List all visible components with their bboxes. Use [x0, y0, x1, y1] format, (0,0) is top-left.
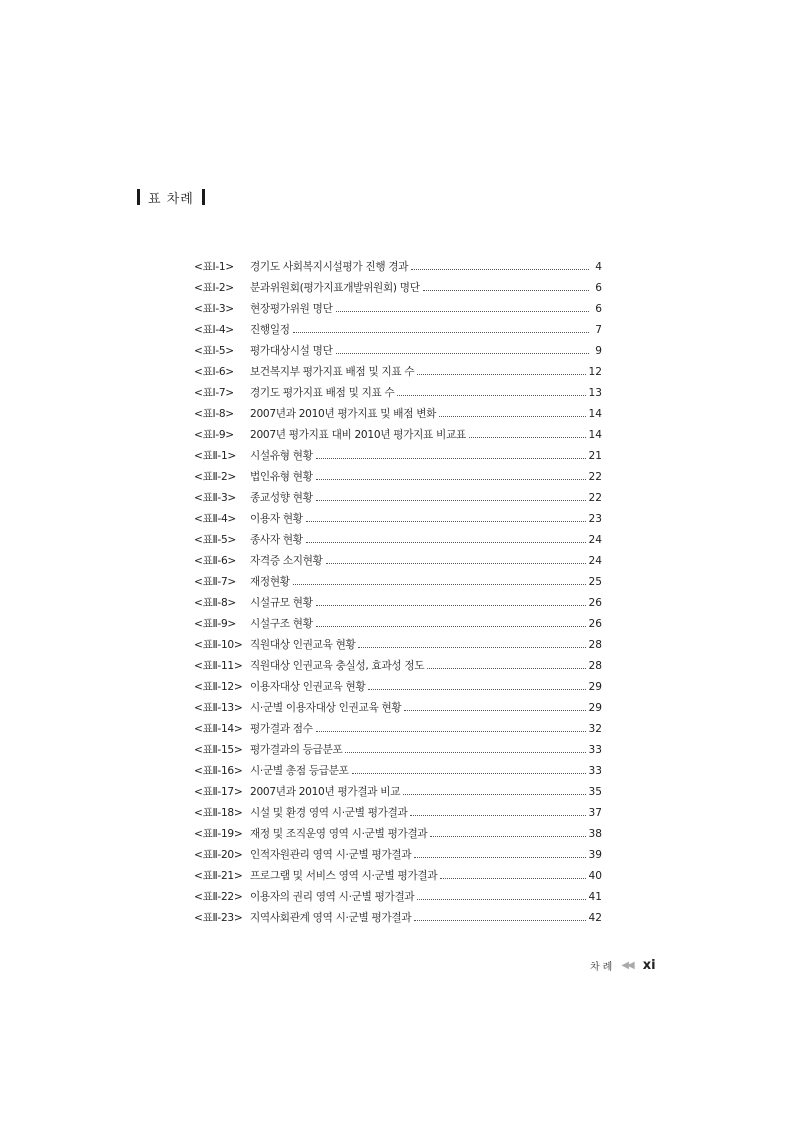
toc-entry-page: 28	[588, 660, 602, 672]
toc-entry-number: <표Ⅱ-20>	[194, 849, 243, 861]
toc-entry-page: 22	[588, 471, 602, 483]
toc-entry-title: 경기도 평가지표 배점 및 지표 수	[250, 387, 395, 399]
toc-entry[interactable]	[194, 761, 602, 782]
toc-entry-page: 39	[588, 849, 602, 861]
toc-entry-number: <표Ⅱ-5>	[194, 534, 236, 546]
toc-entry-number: <표Ⅱ-17>	[194, 786, 243, 798]
toc-entry[interactable]	[194, 383, 602, 404]
toc-entry-number: <표Ⅱ-10>	[194, 639, 243, 651]
dot-leader	[316, 605, 586, 606]
dot-leader	[306, 542, 586, 543]
toc-entry-number: <표Ⅱ-19>	[194, 828, 243, 840]
toc-entry[interactable]	[194, 446, 602, 467]
dot-leader	[411, 269, 589, 270]
toc-entry-page: 26	[588, 597, 602, 609]
toc-entry-title: 재정현황	[250, 576, 290, 588]
toc-entry-title: 진행일정	[250, 324, 290, 336]
toc-entry-title: 2007년과 2010년 평가지표 및 배점 변화	[250, 408, 437, 420]
toc-entry-title: 시설구조 현황	[250, 618, 313, 630]
toc-entry[interactable]	[194, 593, 602, 614]
toc-entry[interactable]	[194, 572, 602, 593]
dot-leader	[316, 458, 586, 459]
toc-entry-page: 24	[588, 555, 602, 567]
dot-leader	[368, 689, 585, 690]
dot-leader	[404, 710, 585, 711]
dot-leader	[417, 899, 585, 900]
toc-entry[interactable]	[194, 530, 602, 551]
toc-entry[interactable]	[194, 782, 602, 803]
section-heading	[137, 188, 205, 206]
toc-entry[interactable]	[194, 887, 602, 908]
heading-left-bar	[137, 189, 140, 205]
toc-entry[interactable]	[194, 551, 602, 572]
toc-entry-number: <표Ⅰ-9>	[194, 429, 234, 441]
toc-entry[interactable]	[194, 614, 602, 635]
heading-right-bar	[202, 189, 205, 205]
dot-leader	[306, 521, 586, 522]
toc-entry-title: 종사자 현황	[250, 534, 303, 546]
toc-entry-page: 22	[588, 492, 602, 504]
toc-entry[interactable]	[194, 866, 602, 887]
page-footer	[590, 956, 656, 974]
toc-entry-number: <표Ⅱ-11>	[194, 660, 243, 672]
toc-entry-page: 29	[588, 681, 602, 693]
toc-entry-title: 평가결과 점수	[250, 723, 313, 735]
toc-entry-title: 이용자대상 인권교육 현황	[250, 681, 366, 693]
toc-entry-number: <표Ⅱ-21>	[194, 870, 243, 882]
dot-leader	[423, 290, 589, 291]
toc-entry-title: 시설유형 현황	[250, 450, 313, 462]
toc-entry-title: 평가결과의 등급분포	[250, 744, 343, 756]
toc-entry-number: <표Ⅱ-13>	[194, 702, 243, 714]
toc-entry-title: 2007년과 2010년 평가결과 비교	[250, 786, 401, 798]
dot-leader	[316, 626, 586, 627]
toc-entry-number: <표Ⅰ-3>	[194, 303, 234, 315]
toc-entry-title: 인적자원관리 영역 시·군별 평가결과	[250, 849, 412, 861]
toc-entry-page: 40	[588, 870, 602, 882]
toc-entry-number: <표Ⅱ-6>	[194, 555, 236, 567]
toc-entry-page: 37	[588, 807, 602, 819]
toc-entry-title: 자격증 소지현황	[250, 555, 323, 567]
toc-entry-number: <표Ⅰ-5>	[194, 345, 234, 357]
dot-leader	[358, 647, 585, 648]
toc-entry-number: <표Ⅱ-15>	[194, 744, 243, 756]
toc-entry-page: 13	[588, 387, 602, 399]
dot-leader	[414, 857, 585, 858]
toc-entry-number: <표Ⅱ-8>	[194, 597, 236, 609]
toc-entry[interactable]	[194, 257, 602, 278]
toc-entry-number: <표Ⅱ-23>	[194, 912, 243, 924]
toc-entry-title: 시·군별 총점 등급분포	[250, 765, 349, 777]
toc-entry[interactable]	[194, 635, 602, 656]
dot-leader	[397, 395, 585, 396]
toc-entry[interactable]	[194, 719, 602, 740]
toc-entry-number: <표Ⅰ-1>	[194, 261, 234, 273]
dot-leader	[345, 752, 585, 753]
toc-entry[interactable]	[194, 425, 602, 446]
toc-entry[interactable]	[194, 467, 602, 488]
toc-entry-page: 41	[588, 891, 602, 903]
toc-entry-title: 2007년 평가지표 대비 2010년 평가지표 비교표	[250, 429, 466, 441]
toc-entry-title: 시설 및 환경 영역 시·군별 평가결과	[250, 807, 408, 819]
double-left-arrow-icon: ◀◀	[621, 959, 633, 971]
page-title: 표 차례	[148, 191, 194, 207]
toc-entry-number: <표Ⅱ-16>	[194, 765, 243, 777]
dot-leader	[414, 920, 585, 921]
toc-entry-number: <표Ⅰ-4>	[194, 324, 234, 336]
toc-entry[interactable]	[194, 656, 602, 677]
toc-entry[interactable]	[194, 803, 602, 824]
toc-entry-title: 평가대상시설 명단	[250, 345, 333, 357]
toc-entry[interactable]	[194, 908, 602, 929]
toc-entry-title: 보건복지부 평가지표 배점 및 지표 수	[250, 366, 415, 378]
toc-entry-page: 14	[588, 429, 602, 441]
toc-entry-number: <표Ⅰ-6>	[194, 366, 234, 378]
page-number: xi	[642, 957, 656, 973]
toc-entry[interactable]	[194, 278, 602, 299]
toc-entry[interactable]	[194, 341, 602, 362]
toc-entry-page: 9	[595, 345, 602, 357]
toc-entry-page: 6	[595, 282, 602, 294]
footer-label: 차례	[590, 961, 616, 973]
toc-entry-number: <표Ⅰ-2>	[194, 282, 234, 294]
dot-leader	[293, 332, 589, 333]
dot-leader	[316, 731, 586, 732]
table-of-contents	[194, 257, 602, 929]
toc-entry-number: <표Ⅱ-22>	[194, 891, 243, 903]
toc-entry[interactable]	[194, 488, 602, 509]
toc-entry-page: 7	[595, 324, 602, 336]
toc-entry-number: <표Ⅱ-12>	[194, 681, 243, 693]
toc-entry-number: <표Ⅱ-1>	[194, 450, 236, 462]
toc-entry-page: 29	[588, 702, 602, 714]
toc-entry-number: <표Ⅱ-3>	[194, 492, 236, 504]
toc-entry-number: <표Ⅰ-7>	[194, 387, 234, 399]
toc-entry-page: 32	[588, 723, 602, 735]
toc-entry-page: 38	[588, 828, 602, 840]
dot-leader	[336, 311, 589, 312]
toc-entry-page: 6	[595, 303, 602, 315]
dot-leader	[410, 815, 585, 816]
toc-entry-title: 이용자의 권리 영역 시·군별 평가결과	[250, 891, 415, 903]
toc-entry-page: 35	[588, 786, 602, 798]
toc-entry-title: 종교성향 현황	[250, 492, 313, 504]
toc-entry[interactable]	[194, 698, 602, 719]
dot-leader	[430, 836, 585, 837]
dot-leader	[427, 668, 585, 669]
toc-entry-page: 42	[588, 912, 602, 924]
toc-entry-title: 지역사회관계 영역 시·군별 평가결과	[250, 912, 412, 924]
toc-entry[interactable]	[194, 404, 602, 425]
toc-entry-title: 분과위원회(평가지표개발위원회) 명단	[250, 282, 420, 294]
dot-leader	[403, 794, 585, 795]
dot-leader	[316, 479, 586, 480]
toc-entry-page: 33	[588, 765, 602, 777]
toc-entry[interactable]	[194, 362, 602, 383]
toc-entry[interactable]	[194, 509, 602, 530]
toc-entry-page: 4	[595, 261, 602, 273]
toc-entry-number: <표Ⅱ-9>	[194, 618, 236, 630]
toc-entry-number: <표Ⅱ-4>	[194, 513, 236, 525]
toc-entry-title: 재정 및 조직운영 영역 시·군별 평가결과	[250, 828, 428, 840]
toc-entry-number: <표Ⅱ-18>	[194, 807, 243, 819]
toc-entry[interactable]	[194, 320, 602, 341]
toc-entry-page: 14	[588, 408, 602, 420]
toc-entry-page: 24	[588, 534, 602, 546]
toc-entry-page: 28	[588, 639, 602, 651]
toc-entry[interactable]	[194, 299, 602, 320]
dot-leader	[336, 353, 589, 354]
toc-entry-page: 23	[588, 513, 602, 525]
toc-entry-title: 시설규모 현황	[250, 597, 313, 609]
dot-leader	[417, 374, 585, 375]
toc-entry-number: <표Ⅱ-7>	[194, 576, 236, 588]
toc-entry-title: 시·군별 이용자대상 인권교육 현황	[250, 702, 402, 714]
toc-entry[interactable]	[194, 845, 602, 866]
toc-entry-number: <표Ⅱ-2>	[194, 471, 236, 483]
dot-leader	[326, 563, 586, 564]
toc-entry-title: 이용자 현황	[250, 513, 303, 525]
toc-entry-number: <표Ⅰ-8>	[194, 408, 234, 420]
toc-entry-title: 직원대상 인권교육 현황	[250, 639, 356, 651]
toc-entry-title: 법인유형 현황	[250, 471, 313, 483]
dot-leader	[469, 437, 586, 438]
dot-leader	[439, 416, 585, 417]
toc-entry[interactable]	[194, 740, 602, 761]
toc-entry[interactable]	[194, 824, 602, 845]
toc-entry-number: <표Ⅱ-14>	[194, 723, 243, 735]
toc-entry-page: 25	[588, 576, 602, 588]
dot-leader	[440, 878, 585, 879]
toc-entry-page: 12	[588, 366, 602, 378]
toc-entry[interactable]	[194, 677, 602, 698]
dot-leader	[293, 584, 586, 585]
toc-entry-page: 21	[588, 450, 602, 462]
toc-entry-page: 26	[588, 618, 602, 630]
toc-entry-title: 프로그램 및 서비스 영역 시·군별 평가결과	[250, 870, 438, 882]
toc-entry-page: 33	[588, 744, 602, 756]
toc-entry-title: 경기도 사회복지시설평가 진행 경과	[250, 261, 409, 273]
toc-entry-title: 현장평가위원 명단	[250, 303, 333, 315]
toc-entry-title: 직원대상 인권교육 충실성, 효과성 정도	[250, 660, 425, 672]
dot-leader	[352, 773, 586, 774]
dot-leader	[316, 500, 586, 501]
